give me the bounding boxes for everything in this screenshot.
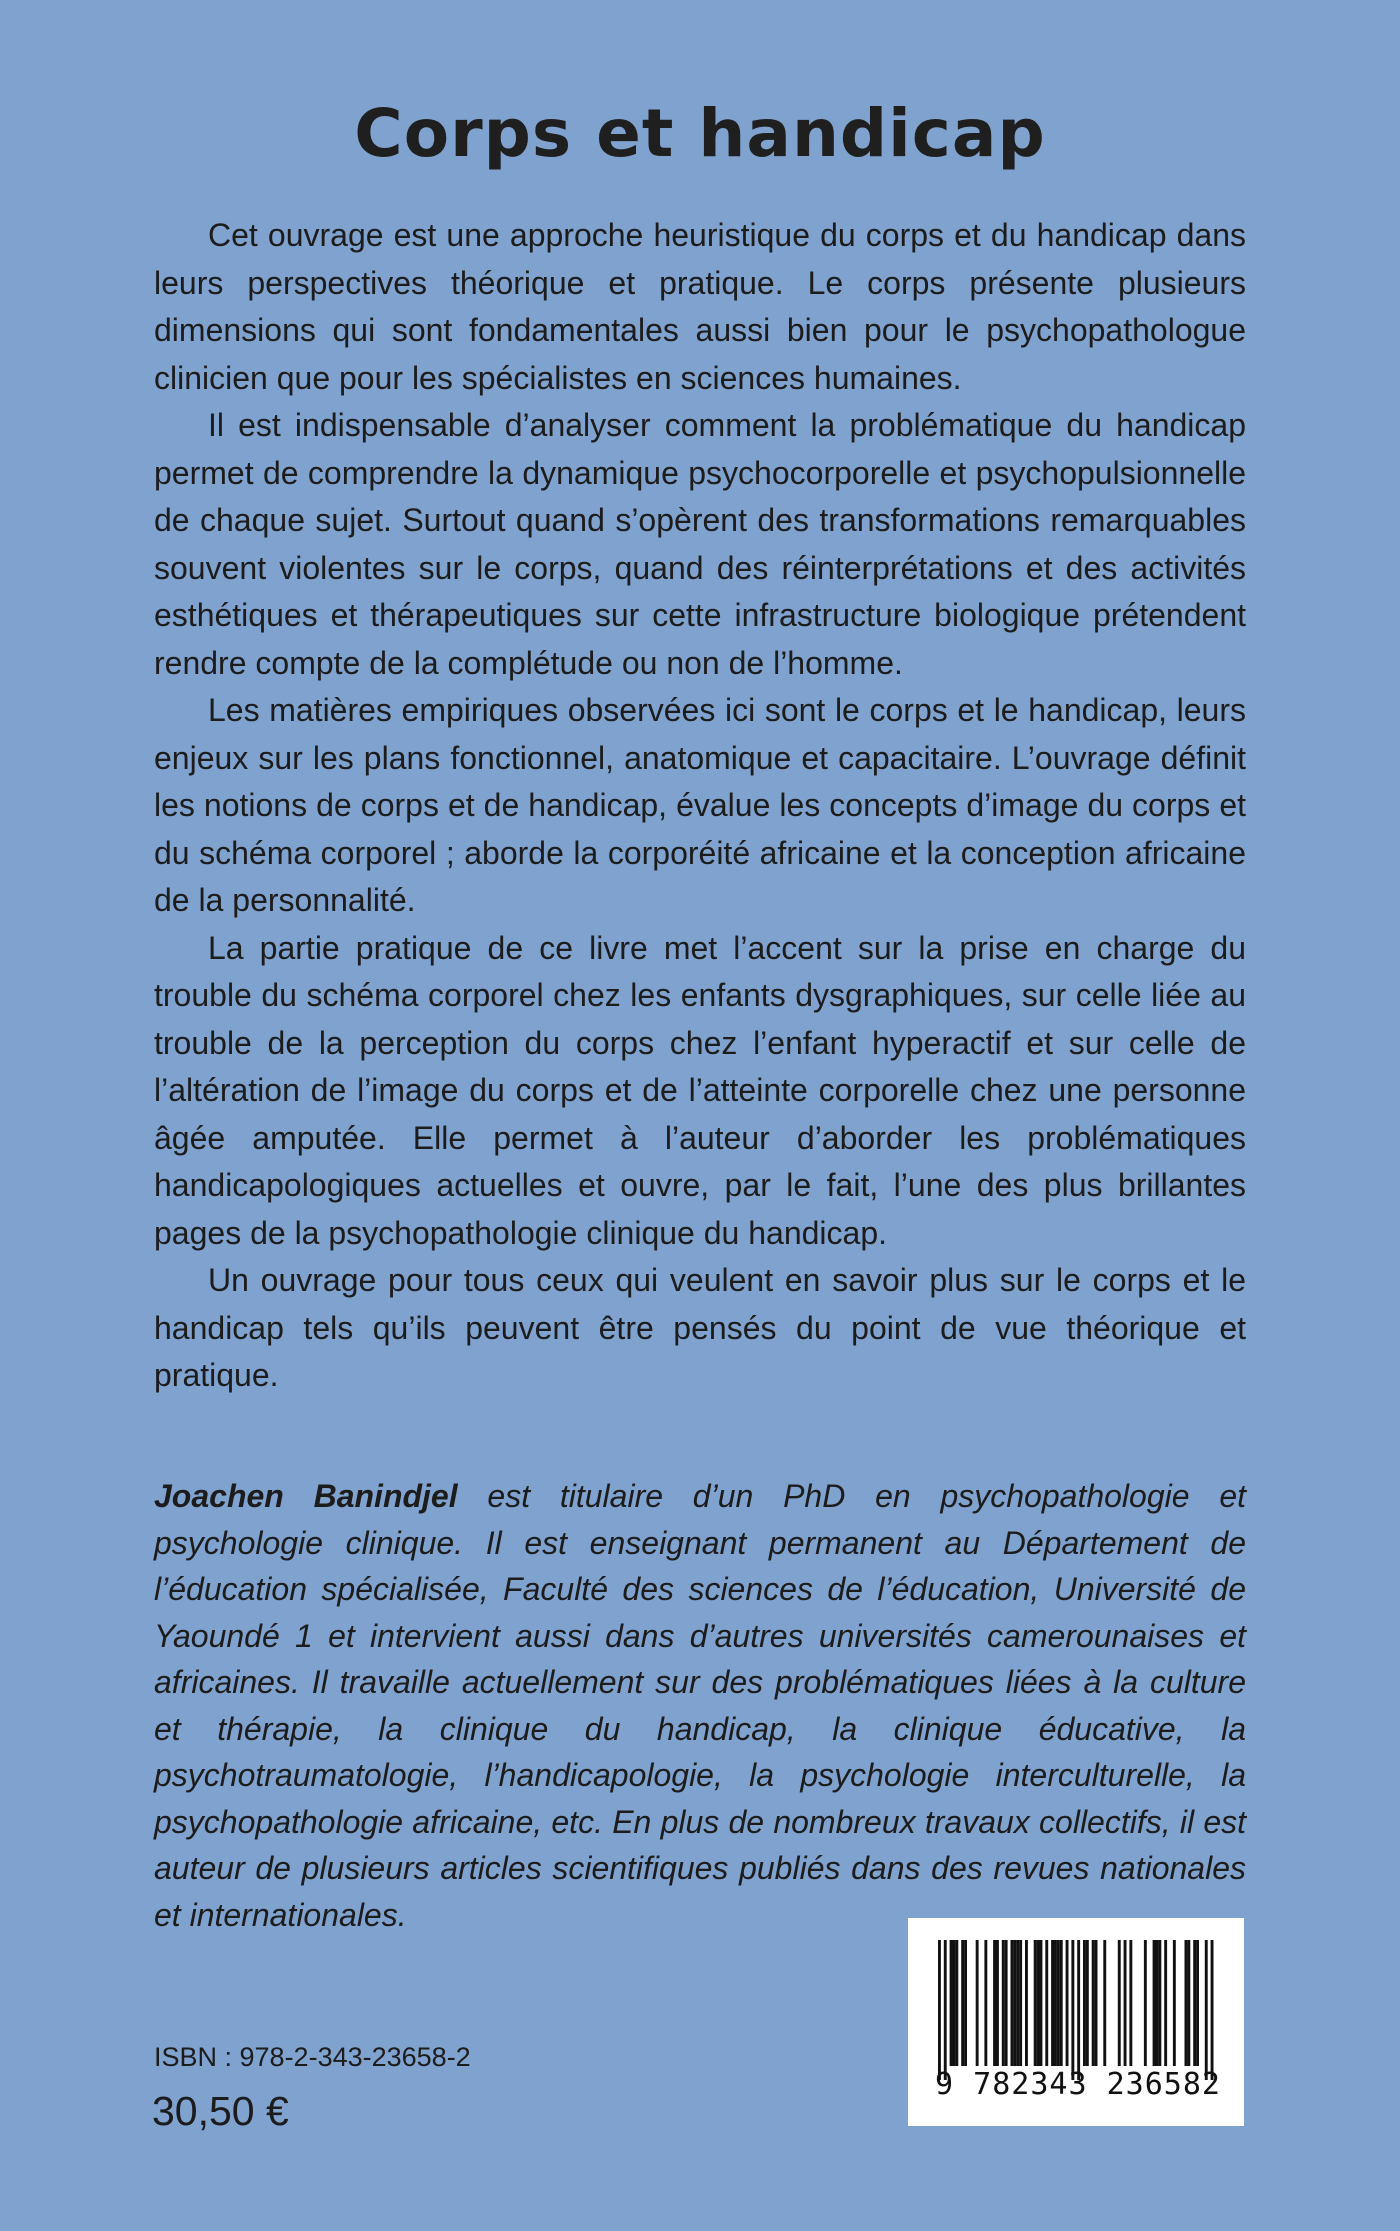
- barcode-bar: [1086, 1940, 1089, 2066]
- barcode-bar: [1095, 1940, 1098, 2066]
- barcode-bar: [950, 1940, 953, 2066]
- barcode-bar: [984, 1940, 987, 2066]
- barcode-bar: [1057, 1940, 1060, 2066]
- barcode-bar: [1054, 1940, 1057, 2066]
- barcode-bar: [944, 1940, 947, 2080]
- barcode-bar: [1002, 1940, 1005, 2066]
- author-name: Joachen Banindjel: [154, 1478, 458, 1514]
- summary-paragraph-1: Cet ouvrage est une approche heuristique du corps et du handicap dans leurs perspectives théorique et pratique. Le corps présente plusieurs dimensions qui sont fondamentales aussi bien pour le psychopathologue clinicien que pour les spécialistes en sciences humaines.: [154, 217, 1246, 396]
- barcode-bar: [1025, 1940, 1028, 2066]
- barcode: [908, 1918, 1244, 2126]
- barcode-bar: [1173, 1940, 1176, 2066]
- barcode-bar: [1158, 1940, 1161, 2066]
- barcode-bar: [1083, 1940, 1086, 2066]
- barcode-bar: [964, 1940, 967, 2066]
- barcode-bar: [1051, 1940, 1054, 2066]
- price-label: 30,50 €: [152, 2088, 289, 2134]
- isbn-label: ISBN : 978-2-343-23658-2: [154, 2042, 471, 2072]
- summary-paragraph-3: Les matières empiriques observées ici sont le corps et le handicap, leurs enjeux sur les plans fonctionnel, anatomique et capacitaire. L’ouvrage définit les notions de corps et de handicap, évalue les concepts d’image du corps et du schéma corporel ; aborde la corporéité africaine et la conception africaine de la personnalité.: [154, 692, 1246, 918]
- barcode-bar: [1037, 1940, 1040, 2066]
- barcode-bar: [993, 1940, 996, 2066]
- barcode-bar: [1153, 1940, 1156, 2066]
- barcode-bar: [1005, 1940, 1008, 2066]
- barcode-bar: [1066, 1940, 1069, 2066]
- barcode-bar: [1071, 1940, 1074, 2080]
- book-title: Corps et handicap: [354, 95, 1046, 172]
- barcode-bar: [961, 1940, 964, 2066]
- barcode-bar: [1187, 1940, 1190, 2066]
- barcode-bar: [1013, 1940, 1016, 2066]
- summary-paragraph-2: Il est indispensable d’analyser comment la problématique du handicap permet de comprendre la dynamique psychocorporelle et psychopulsionnelle de chaque sujet. Surtout quand s’opèrent des transformations remarquables souvent violentes sur le corps, quand des réinterprétations et des activités esthétiques et thérapeutiques sur cette infrastructure biologique prétendent rendre compte de la complétude ou non de l’homme.: [154, 407, 1246, 681]
- barcode-bar: [996, 1940, 999, 2066]
- barcode-bar: [1124, 1940, 1127, 2066]
- barcode-digits: 9 782343 236582: [935, 2067, 1221, 2102]
- barcode-bar: [1019, 1940, 1022, 2066]
- barcode-bar: [1103, 1940, 1106, 2066]
- barcode-bar: [1118, 1940, 1121, 2066]
- barcode-bar: [1156, 1940, 1159, 2066]
- summary-paragraph-4: La partie pratique de ce livre met l’accent sur la prise en charge du trouble du schéma corporel chez les enfants dysgraphiques, sur celle liée au trouble de la perception du corps chez l’enfant hyperactif et sur celle de l’altération de l’image du corps et de l’atteinte corporelle chez une personne âgée amputée. Elle permet à l’auteur d’aborder les problématiques handicapologiques actuelles et ouvre, par le fait, l’une des plus brillantes pages de la psychopathologie clinique du handicap.: [154, 929, 1246, 1251]
- barcode-bar: [1196, 1940, 1199, 2066]
- author-bio: [154, 1473, 1246, 1938]
- barcode-bar: [955, 1940, 958, 2066]
- barcode-bar: [1077, 1940, 1080, 2080]
- author-bio-text: est titulaire d’un PhD en psychopathologie et psychologie clinique. Il est enseignant permanent au Département de l’éducation spécialisée, Faculté des sciences de l’éducation, Université de Yaoundé 1 et intervient aussi dans d’autres universités camerounaises et africaines. Il travaille actuellement sur des problématiques liées à la culture et thérapie, la clinique du handicap, la clinique éducative, la psychotraumatologie, l’handicapologie, la psychologie interculturelle, la psychopathologie africaine, etc. En plus de nombreux travaux collectifs, il est auteur de plusieurs articles scientifiques publiés dans des revues nationales et internationales.: [154, 1478, 1247, 1933]
- barcode-bar: [1129, 1940, 1132, 2066]
- barcode-bar: [1040, 1940, 1043, 2066]
- barcode-bar: [1185, 1940, 1188, 2066]
- barcode-bar: [1011, 1940, 1014, 2066]
- barcode-bar: [953, 1940, 956, 2066]
- barcode-bar: [1144, 1940, 1147, 2066]
- barcode-bar: [938, 1940, 941, 2080]
- barcode-bar: [1092, 1940, 1095, 2066]
- barcode-bar: [1016, 1940, 1019, 2066]
- barcode-bar: [1164, 1940, 1167, 2066]
- barcode-bar: [976, 1940, 979, 2066]
- barcode-bar: [1193, 1940, 1196, 2066]
- barcode-bar: [1205, 1940, 1208, 2080]
- summary-text: [154, 212, 1246, 1400]
- barcode-bar: [1211, 1940, 1214, 2080]
- barcode-bar: [1034, 1940, 1037, 2066]
- barcode-bar: [1060, 1940, 1063, 2066]
- barcode-bar: [1045, 1940, 1048, 2066]
- summary-paragraph-5: Un ouvrage pour tous ceux qui veulent en savoir plus sur le corps et le handicap tels qu’ils peuvent être pensés du point de vue théorique et pratique.: [154, 1262, 1246, 1393]
